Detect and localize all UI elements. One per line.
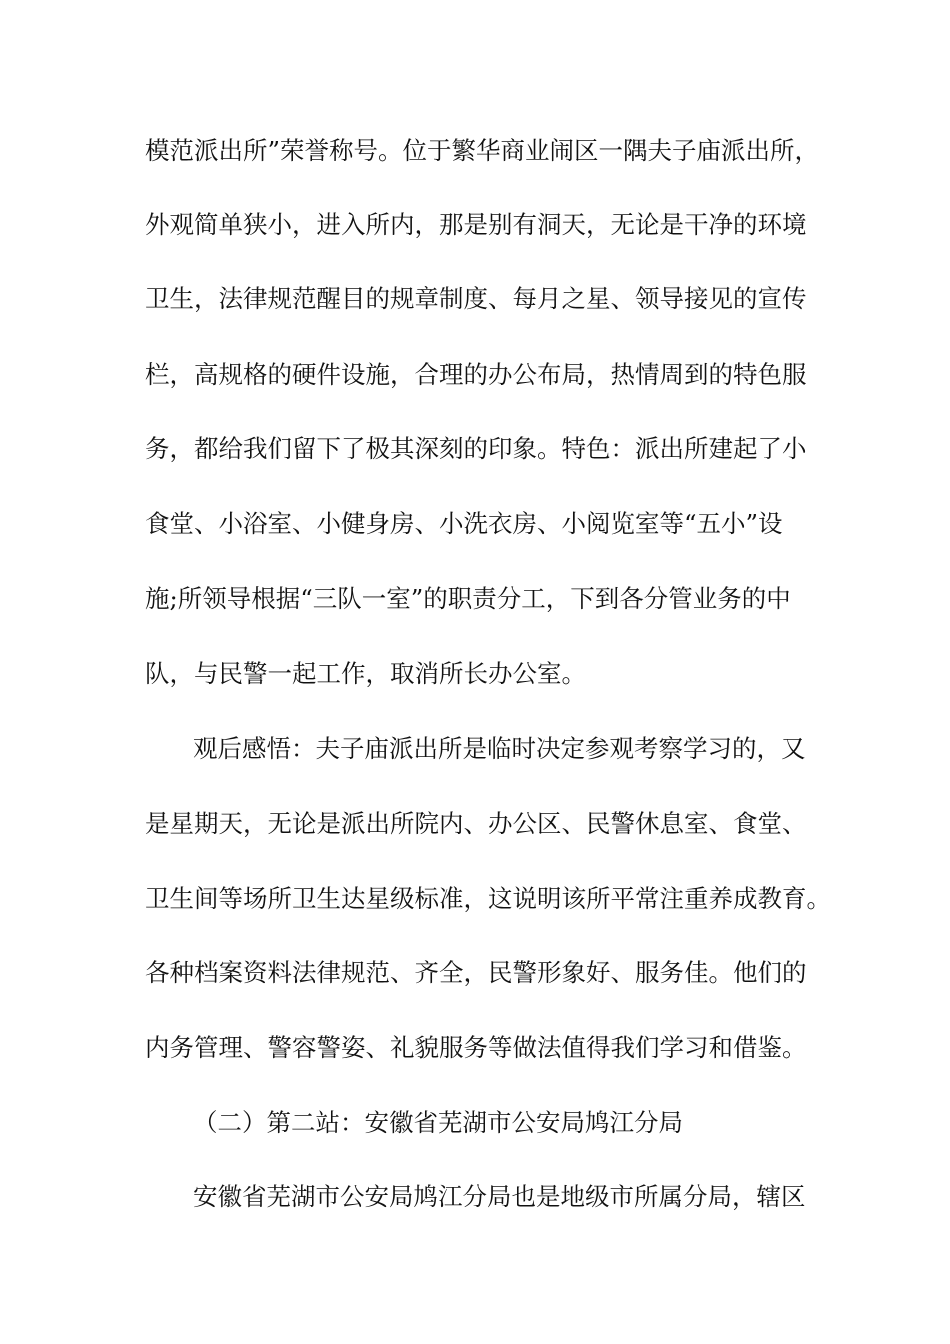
paragraph-first-line: 观后感悟：夫子庙派出所是临时决定参观考察学习的，又 (193, 734, 806, 763)
text-line: 食堂、小浴室、小健身房、小洗衣房、小阅览室等“五小”设 (145, 509, 783, 538)
text-line: 栏，高规格的硬件设施，合理的办公布局，热情周到的特色服 (145, 360, 807, 389)
text-line: 模范派出所”荣誉称号。位于繁华商业闹区一隅夫子庙派出所， (145, 136, 820, 165)
text-line: 内务管理、警容警姿、礼貌服务等做法值得我们学习和借鉴。 (145, 1033, 807, 1062)
text-line: 卫生，法律规范醒目的规章制度、每月之星、领导接见的宣传 (145, 284, 807, 313)
text-line: 施;所领导根据“三队一室”的职责分工，下到各分管业务的中 (145, 584, 791, 613)
text-line: 务，都给我们留下了极其深刻的印象。特色：派出所建起了小 (145, 434, 807, 463)
text-line: 卫生间等场所卫生达星级标准，这说明该所平常注重养成教育。 (145, 884, 831, 913)
paragraph-first-line: 安徽省芜湖市公安局鸠江分局也是地级市所属分局，辖区 (193, 1182, 806, 1211)
text-line: 各种档案资料法律规范、齐全，民警形象好、服务佳。他们的 (145, 958, 807, 987)
text-line: 队，与民警一起工作，取消所长办公室。 (145, 659, 586, 688)
text-line: 外观简单狭小，进入所内，那是别有洞天，无论是干净的环境 (145, 210, 807, 239)
text-line: 是星期天，无论是派出所院内、办公区、民警休息室、食堂、 (145, 809, 807, 838)
section-heading: （二）第二站：安徽省芜湖市公安局鸠江分局 (193, 1108, 683, 1137)
